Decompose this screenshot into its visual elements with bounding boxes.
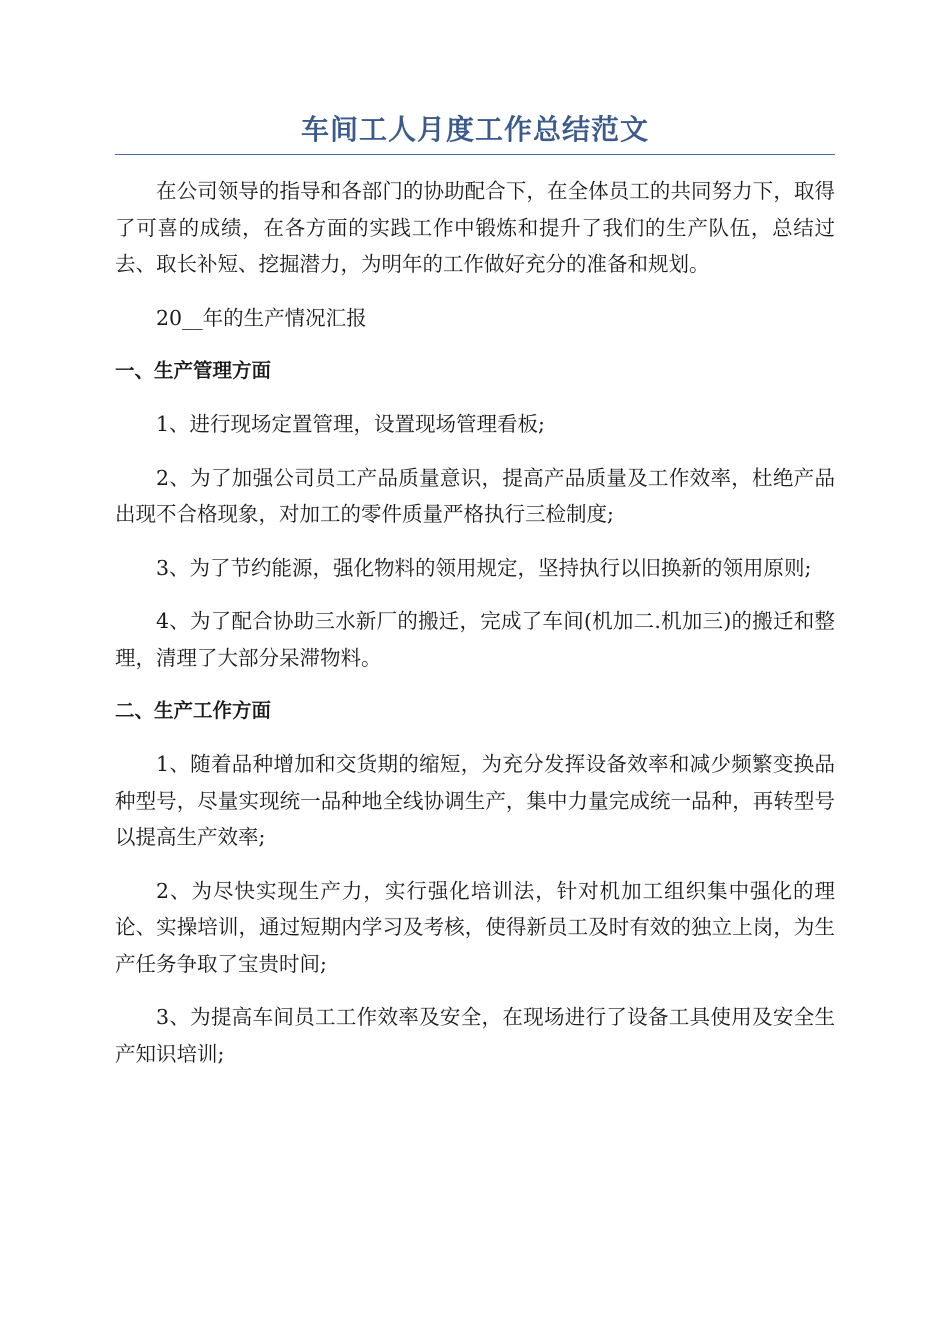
section1-heading: 一、生产管理方面 (115, 359, 272, 382)
section1-item: 2、为了加强公司员工产品质量意识，提高产品质量及工作效率，杜绝产品出现不合格现象，对加工的零件质量严格执行三检制度; (115, 465, 835, 526)
section2-item: 2、为尽快实现生产力，实行强化培训法，针对机加工组织集中强化的理论、实操培训，通过短期内学习及考核，使得新员工及时有效的独立上岗，为生产任务争取了宝贵时间; (115, 878, 835, 976)
section1-item: 3、为了节约能源，强化物料的领用规定，坚持执行以旧换新的领用原则; (156, 555, 812, 580)
intro-paragraph: 在公司领导的指导和各部门的协助配合下，在全体员工的共同努力下，取得了可喜的成绩，在各方面的实践工作中锻炼和提升了我们的生产队伍，总结过去、取长补短、挖掘潜力，为明年的工作做好充分的准备和规划。 (115, 179, 835, 276)
title-underline (115, 154, 835, 155)
section1-item: 4、为了配合协助三水新厂的搬迁，完成了车间(机加二.机加三)的搬迁和整理，清理了大部分呆滞物料。 (115, 609, 835, 670)
section1-item: 1、进行现场定置管理，设置现场管理看板; (156, 412, 545, 436)
section2-item: 1、随着品种增加和交货期的缩短，为充分发挥设备效率和减少频繁变换品种型号，尽量实现统一品种地全线协调生产，集中力量完成统一品种，再转型号以提高生产效率; (115, 752, 835, 849)
report-line: 20__年的生产情况汇报 (156, 305, 367, 330)
section2-item: 3、为提高车间员工工作效率及安全，在现场进行了设备工具使用及安全生产知识培训; (115, 1005, 835, 1066)
document-page (115, 110, 835, 1089)
section2-heading: 二、生产工作方面 (115, 699, 272, 722)
document-title: 车间工人月度工作总结范文 (300, 113, 649, 146)
